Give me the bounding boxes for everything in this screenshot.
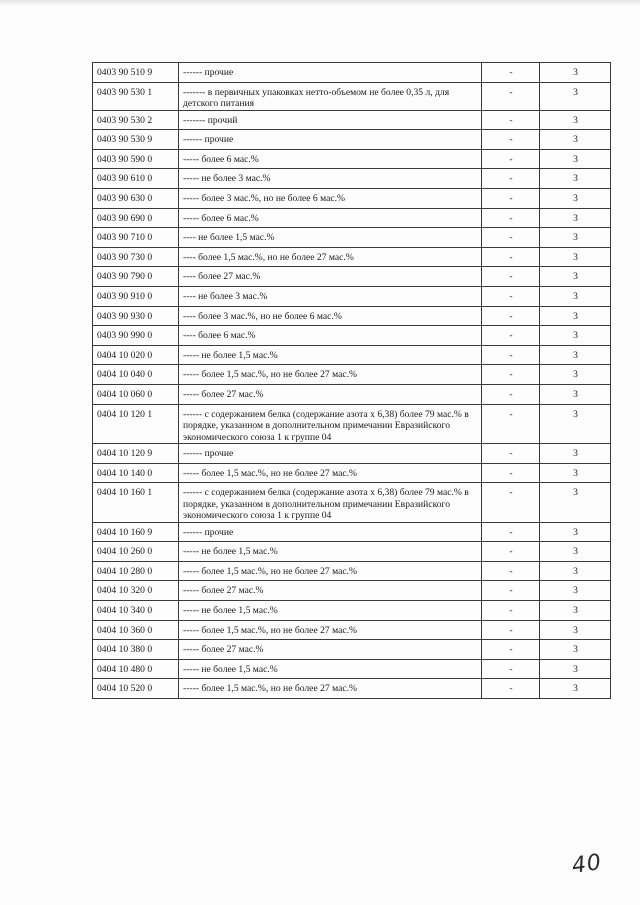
rate-cell: 3 — [540, 522, 611, 542]
description-cell: ------ прочие — [179, 130, 482, 150]
table-row — [93, 384, 611, 404]
description-cell: ----- более 6 мас.% — [179, 208, 482, 228]
rate-cell: 3 — [540, 149, 611, 169]
table-row — [93, 110, 611, 130]
rate-cell: 3 — [540, 286, 611, 306]
tn-ved-code-cell: 0404 10 020 0 — [93, 345, 179, 365]
tn-ved-code-cell: 0404 10 520 0 — [93, 679, 179, 699]
rate-cell: 3 — [540, 326, 611, 346]
tn-ved-code-cell: 0403 90 530 2 — [93, 110, 179, 130]
rate-cell: 3 — [540, 640, 611, 660]
table-row — [93, 561, 611, 581]
tn-ved-code-cell: 0403 90 510 9 — [93, 63, 179, 83]
tn-ved-code-cell: 0403 90 590 0 — [93, 149, 179, 169]
unit-cell: - — [482, 208, 540, 228]
table-row — [93, 542, 611, 562]
tn-ved-code-cell: 0403 90 730 0 — [93, 247, 179, 267]
description-cell: ----- более 27 мас.% — [179, 384, 482, 404]
unit-cell: - — [482, 542, 540, 562]
description-cell: ------ с содержанием белка (содержание азота х 6,38) более 79 мас.% в порядке, указанном в дополнительном примечании Евразийского экономического союза 1 к группе 04 — [179, 404, 482, 444]
tariff-table — [92, 62, 611, 699]
description-cell: ------ прочие — [179, 63, 482, 83]
unit-cell: - — [482, 267, 540, 287]
unit-cell: - — [482, 306, 540, 326]
unit-cell: - — [482, 228, 540, 248]
rate-cell: 3 — [540, 483, 611, 523]
unit-cell: - — [482, 444, 540, 464]
rate-cell: 3 — [540, 267, 611, 287]
rate-cell: 3 — [540, 542, 611, 562]
unit-cell: - — [482, 188, 540, 208]
description-cell: ---- не более 3 мас.% — [179, 286, 482, 306]
tn-ved-code-cell: 0403 90 530 9 — [93, 130, 179, 150]
description-cell: ---- не более 1,5 мас.% — [179, 228, 482, 248]
rate-cell: 3 — [540, 110, 611, 130]
tn-ved-code-cell: 0404 10 120 9 — [93, 444, 179, 464]
description-cell: ----- более 27 мас.% — [179, 581, 482, 601]
unit-cell: - — [482, 345, 540, 365]
tn-ved-code-cell: 0404 10 320 0 — [93, 581, 179, 601]
rate-cell: 3 — [540, 601, 611, 621]
table-row — [93, 463, 611, 483]
unit-cell: - — [482, 286, 540, 306]
description-cell: ----- не более 1,5 мас.% — [179, 601, 482, 621]
unit-cell: - — [482, 169, 540, 189]
scan-edge-shadow — [0, 0, 640, 6]
rate-cell: 3 — [540, 82, 611, 110]
tn-ved-code-cell: 0404 10 060 0 — [93, 384, 179, 404]
tn-ved-code-cell: 0404 10 040 0 — [93, 365, 179, 385]
table-row — [93, 620, 611, 640]
unit-cell: - — [482, 601, 540, 621]
tn-ved-code-cell: 0403 90 630 0 — [93, 188, 179, 208]
rate-cell: 3 — [540, 306, 611, 326]
rate-cell: 3 — [540, 63, 611, 83]
description-cell: ----- более 3 мас.%, но не более 6 мас.% — [179, 188, 482, 208]
unit-cell: - — [482, 640, 540, 660]
table-row — [93, 345, 611, 365]
tn-ved-code-cell: 0404 10 260 0 — [93, 542, 179, 562]
description-cell: ----- более 1,5 мас.%, но не более 27 мас.% — [179, 561, 482, 581]
description-cell: ----- не более 1,5 мас.% — [179, 659, 482, 679]
rate-cell: 3 — [540, 659, 611, 679]
tn-ved-code-cell: 0403 90 690 0 — [93, 208, 179, 228]
unit-cell: - — [482, 581, 540, 601]
unit-cell: - — [482, 247, 540, 267]
table-row — [93, 601, 611, 621]
unit-cell: - — [482, 679, 540, 699]
description-cell: ----- более 6 мас.% — [179, 149, 482, 169]
table-row — [93, 149, 611, 169]
description-cell: ----- более 1,5 мас.%, но не более 27 мас.% — [179, 463, 482, 483]
description-cell: ------ прочие — [179, 444, 482, 464]
tn-ved-code-cell: 0404 10 140 0 — [93, 463, 179, 483]
rate-cell: 3 — [540, 345, 611, 365]
table-row — [93, 659, 611, 679]
unit-cell: - — [482, 384, 540, 404]
description-cell: ----- не более 1,5 мас.% — [179, 345, 482, 365]
description-cell: ----- не более 1,5 мас.% — [179, 542, 482, 562]
description-cell: ------- прочий — [179, 110, 482, 130]
rate-cell: 3 — [540, 365, 611, 385]
table-row — [93, 365, 611, 385]
tn-ved-code-cell: 0403 90 530 1 — [93, 82, 179, 110]
description-cell: ----- более 1,5 мас.%, но не более 27 мас.% — [179, 679, 482, 699]
rate-cell: 3 — [540, 463, 611, 483]
description-cell: ------ прочие — [179, 522, 482, 542]
unit-cell: - — [482, 63, 540, 83]
table-row — [93, 228, 611, 248]
description-cell: ----- более 27 мас.% — [179, 640, 482, 660]
tn-ved-code-cell: 0404 10 160 1 — [93, 483, 179, 523]
table-row — [93, 286, 611, 306]
description-cell: ---- более 1,5 мас.%, но не более 27 мас.% — [179, 247, 482, 267]
unit-cell: - — [482, 82, 540, 110]
table-row — [93, 267, 611, 287]
table-row — [93, 522, 611, 542]
tn-ved-code-cell: 0404 10 340 0 — [93, 601, 179, 621]
rate-cell: 3 — [540, 561, 611, 581]
table-row — [93, 640, 611, 660]
tn-ved-code-cell: 0404 10 360 0 — [93, 620, 179, 640]
table-row — [93, 326, 611, 346]
tn-ved-code-cell: 0404 10 280 0 — [93, 561, 179, 581]
tn-ved-code-cell: 0403 90 710 0 — [93, 228, 179, 248]
tn-ved-code-cell: 0404 10 380 0 — [93, 640, 179, 660]
rate-cell: 3 — [540, 384, 611, 404]
table-row — [93, 247, 611, 267]
description-cell: ---- более 6 мас.% — [179, 326, 482, 346]
description-cell: ----- более 1,5 мас.%, но не более 27 мас.% — [179, 620, 482, 640]
unit-cell: - — [482, 561, 540, 581]
description-cell: ------ с содержанием белка (содержание азота х 6,38) более 79 мас.% в порядке, указанном в дополнительном примечании Евразийского экономического союза 1 к группе 04 — [179, 483, 482, 523]
table-row — [93, 130, 611, 150]
tn-ved-code-cell: 0403 90 790 0 — [93, 267, 179, 287]
tn-ved-code-cell: 0403 90 990 0 — [93, 326, 179, 346]
tn-ved-code-cell: 0404 10 120 1 — [93, 404, 179, 444]
table-row — [93, 483, 611, 523]
table-row — [93, 581, 611, 601]
unit-cell: - — [482, 463, 540, 483]
description-cell: ---- более 27 мас.% — [179, 267, 482, 287]
rate-cell: 3 — [540, 188, 611, 208]
rate-cell: 3 — [540, 679, 611, 699]
unit-cell: - — [482, 110, 540, 130]
unit-cell: - — [482, 522, 540, 542]
unit-cell: - — [482, 130, 540, 150]
rate-cell: 3 — [540, 169, 611, 189]
unit-cell: - — [482, 365, 540, 385]
rate-cell: 3 — [540, 228, 611, 248]
tn-ved-code-cell: 0403 90 910 0 — [93, 286, 179, 306]
table-row — [93, 444, 611, 464]
tn-ved-code-cell: 0404 10 160 9 — [93, 522, 179, 542]
rate-cell: 3 — [540, 208, 611, 228]
table-row — [93, 82, 611, 110]
rate-cell: 3 — [540, 130, 611, 150]
tariff-table-body — [93, 63, 611, 699]
description-cell: ------- в первичных упаковках нетто-объемом не более 0,35 л, для детского питания — [179, 82, 482, 110]
unit-cell: - — [482, 659, 540, 679]
rate-cell: 3 — [540, 247, 611, 267]
rate-cell: 3 — [540, 404, 611, 444]
tn-ved-code-cell: 0404 10 480 0 — [93, 659, 179, 679]
tn-ved-code-cell: 0403 90 610 0 — [93, 169, 179, 189]
table-row — [93, 404, 611, 444]
description-cell: ---- более 3 мас.%, но не более 6 мас.% — [179, 306, 482, 326]
unit-cell: - — [482, 483, 540, 523]
tn-ved-code-cell: 0403 90 930 0 — [93, 306, 179, 326]
table-row — [93, 188, 611, 208]
description-cell: ----- более 1,5 мас.%, но не более 27 мас.% — [179, 365, 482, 385]
handwritten-page-number: 40 — [570, 850, 604, 879]
unit-cell: - — [482, 620, 540, 640]
rate-cell: 3 — [540, 620, 611, 640]
rate-cell: 3 — [540, 581, 611, 601]
unit-cell: - — [482, 326, 540, 346]
rate-cell: 3 — [540, 444, 611, 464]
description-cell: ----- не более 3 мас.% — [179, 169, 482, 189]
table-row — [93, 63, 611, 83]
table-row — [93, 169, 611, 189]
unit-cell: - — [482, 149, 540, 169]
table-row — [93, 306, 611, 326]
table-row — [93, 679, 611, 699]
table-row — [93, 208, 611, 228]
unit-cell: - — [482, 404, 540, 444]
